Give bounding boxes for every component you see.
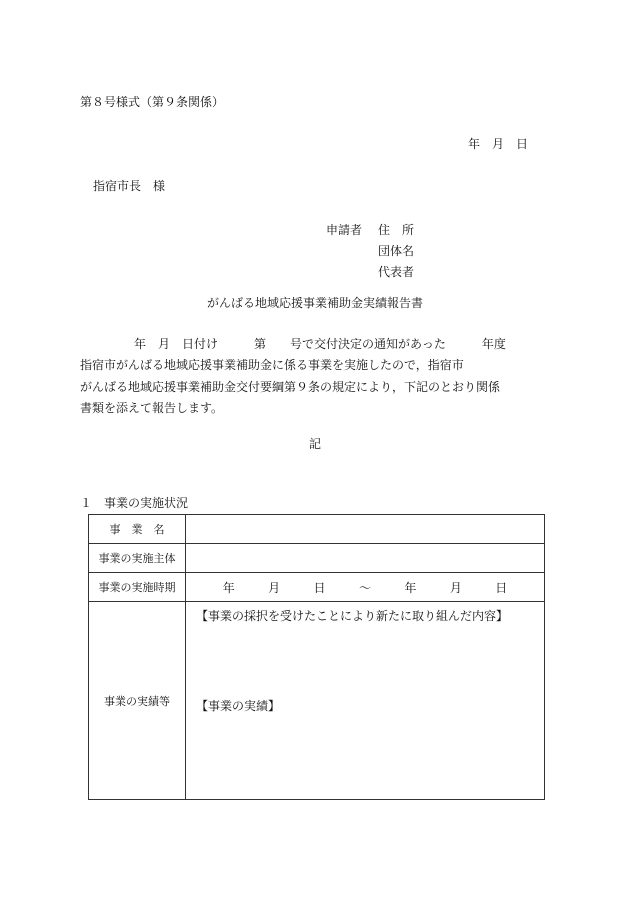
header-results: 事業の実績等 [89,602,186,800]
document-title: がんばる地域応援事業補助金実績報告書 [206,296,423,310]
applicant-label: 申請者 [326,223,363,237]
ki-heading: 記 [308,437,321,451]
applicant-field-representative: 代表者 [378,265,415,279]
period-start-month: 月 [268,580,281,595]
period-end-year: 年 [404,580,417,595]
header-implementing-body: 事業の実施主体 [89,544,186,573]
body-line-2: 指宿市がんばる地域応援事業補助金に係る事業を実施したので，指宿市 [80,358,464,373]
date-line: 年 月 日 [468,137,529,151]
period-end-month: 月 [449,580,462,595]
applicant-block [326,220,414,283]
value-implementing-body[interactable] [186,544,545,573]
period-end-day: 日 [495,580,508,595]
applicant-field-organization: 団体名 [378,244,415,258]
table-row [89,602,545,800]
period-separator: ～ [358,580,371,595]
value-period[interactable] [186,573,545,602]
body-line-3: がんばる地域応援事業補助金交付要綱第９条の規定により，下記のとおり関係 [80,379,501,394]
header-project-name: 事 業 名 [89,515,186,544]
value-project-name[interactable] [186,515,545,544]
period-start-year: 年 [222,580,235,595]
header-period: 事業の実施時期 [89,573,186,602]
body-line-4: 書類を添えて報告します。 [80,400,224,415]
section-title: １ 事業の実施状況 [80,496,189,510]
addressee: 指宿市長 様 [93,179,166,193]
form-number: 第８号様式（第９条関係） [80,95,225,109]
table-row [89,573,545,602]
table-row [89,544,545,573]
results-achievements-label: 【事業の実績】 [196,699,281,713]
body-paragraph [80,334,548,419]
applicant-field-address: 住 所 [378,223,415,237]
table-row [89,515,545,544]
body-line-1: 年 月 日付け 第 号で交付決定の通知があった 年度 [134,337,506,351]
period-line [186,579,544,596]
value-results[interactable] [186,602,545,800]
report-table [88,514,545,800]
results-new-initiatives-label: 【事業の採択を受けたことにより新たに取り組んだ内容】 [196,609,509,623]
period-start-day: 日 [313,580,326,595]
